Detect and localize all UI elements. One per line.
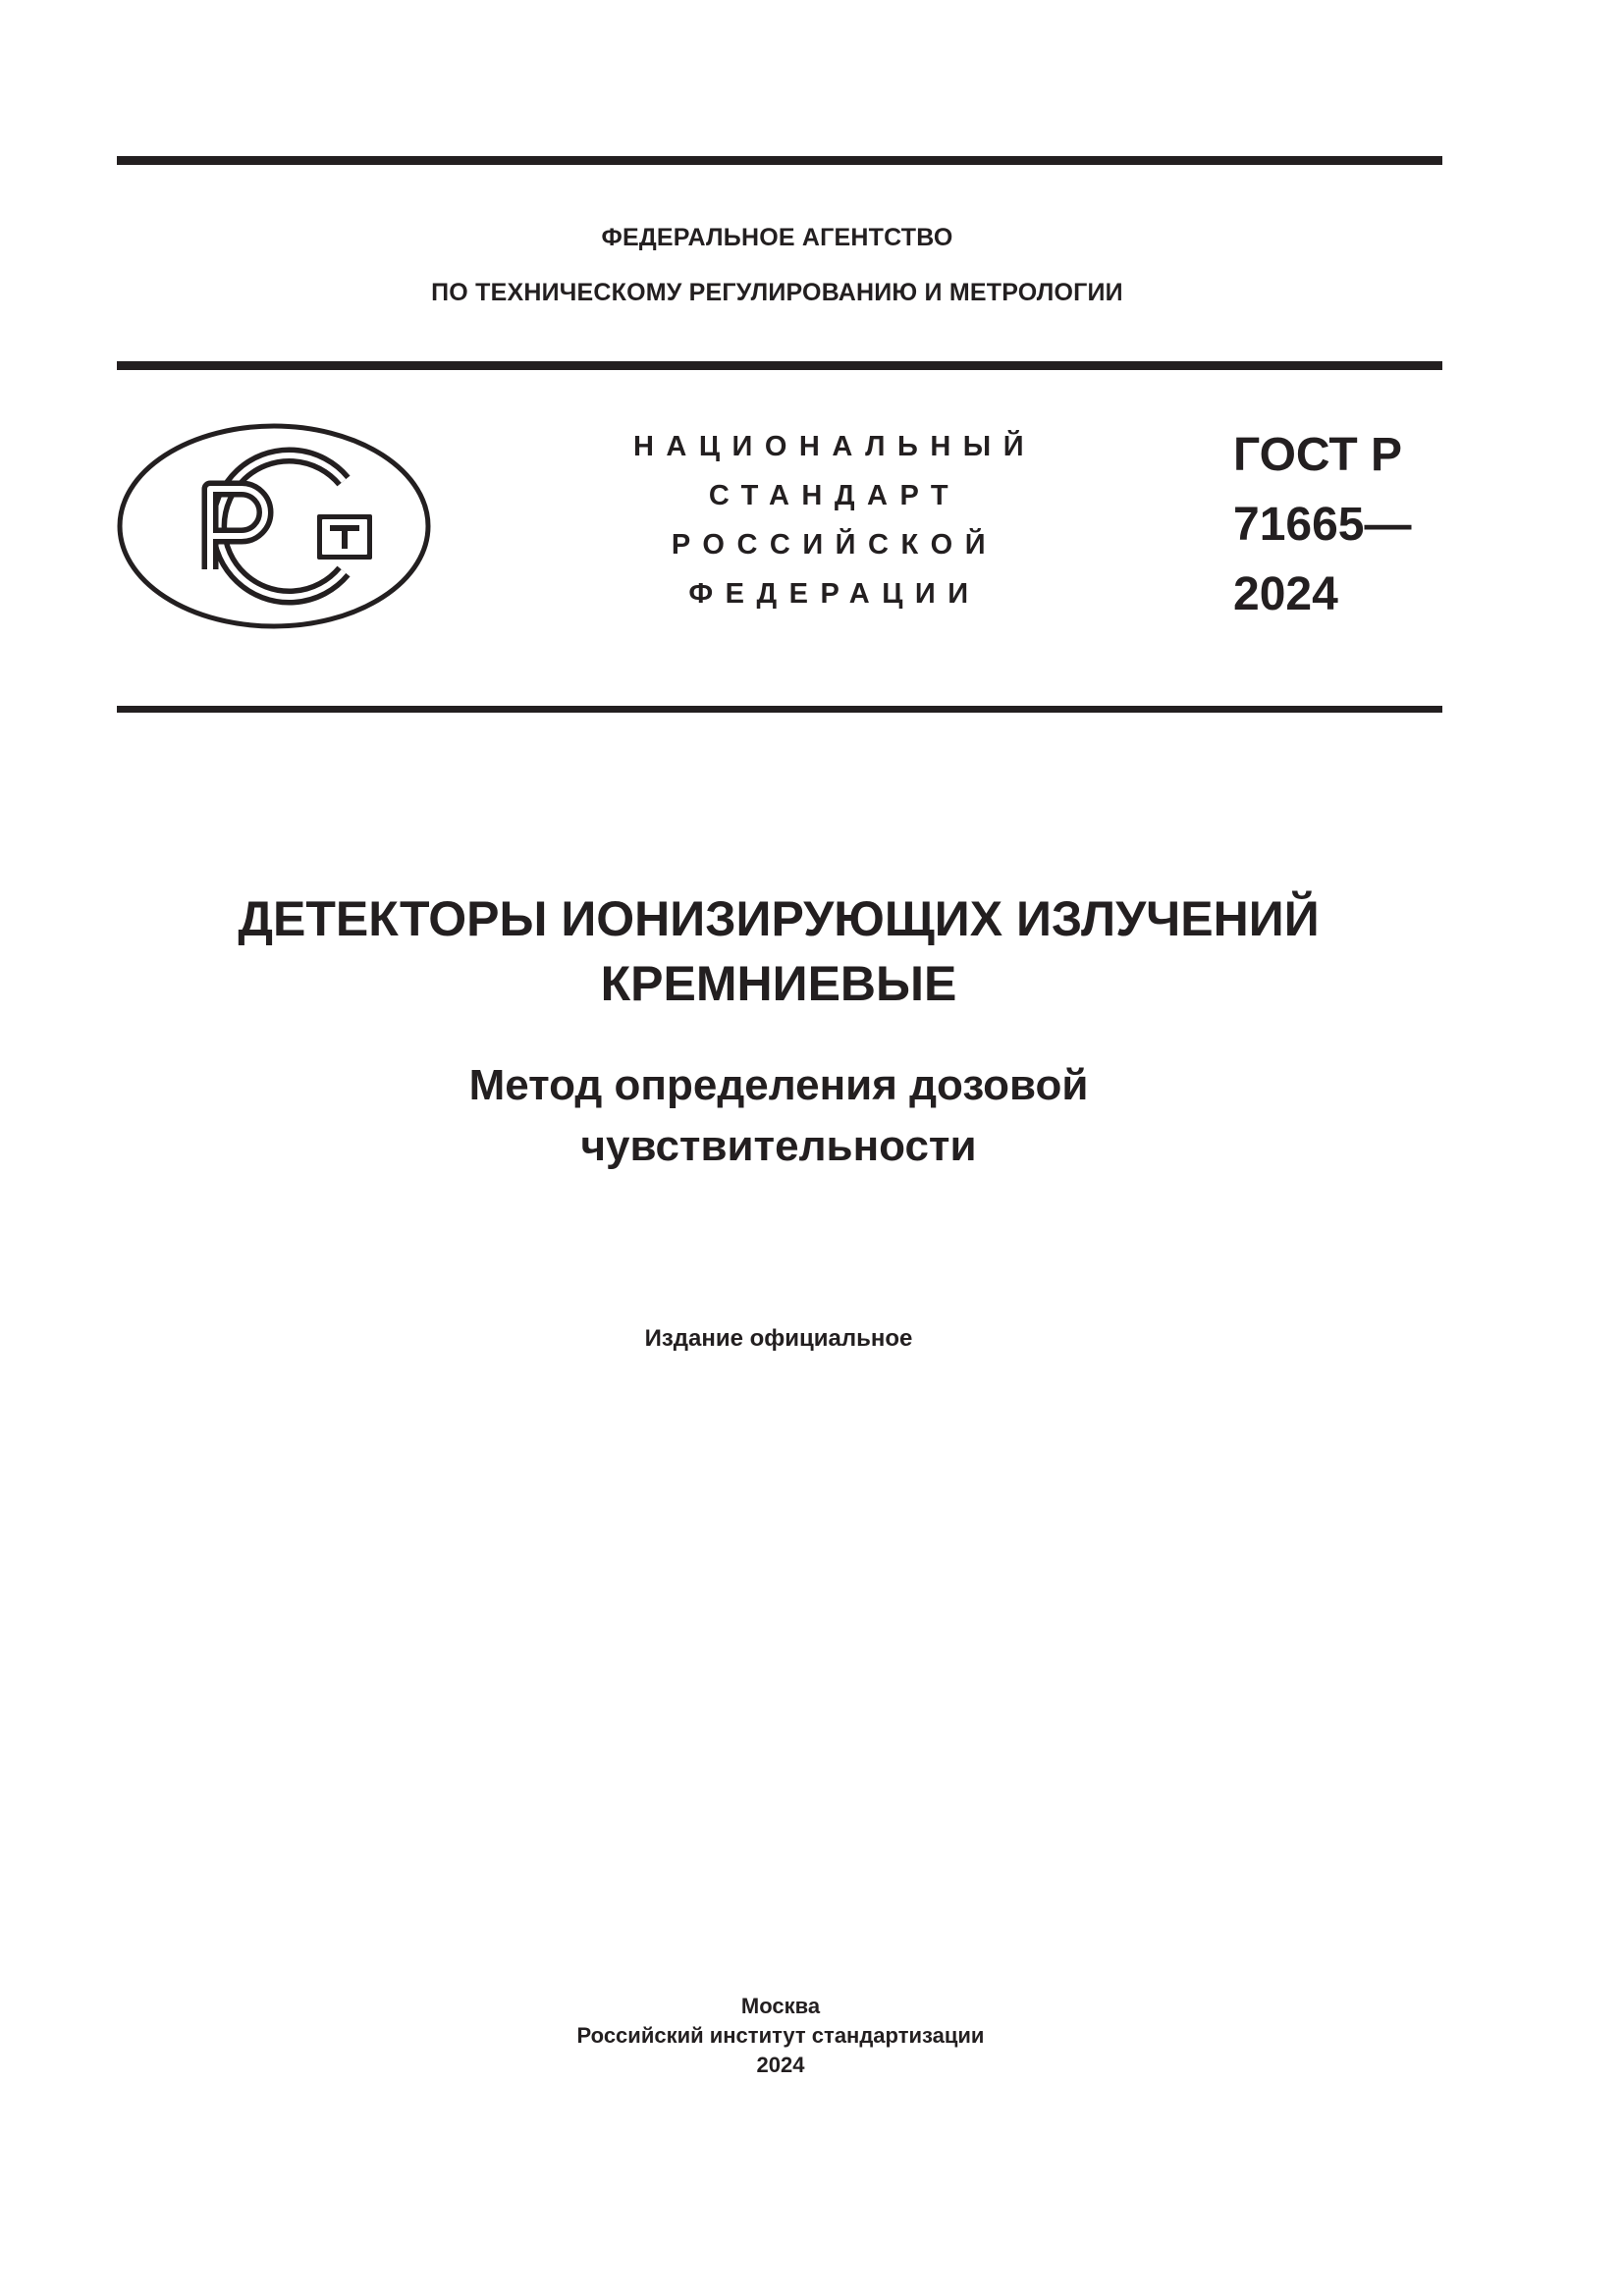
- designation-line: 71665—: [1233, 499, 1412, 551]
- standard-rule: [117, 706, 1442, 713]
- agency-line-1: ФЕДЕРАЛЬНОЕ АГЕНТСТВО: [601, 224, 953, 251]
- national-line: РОССИЙСКОЙ: [671, 529, 999, 561]
- top-rule: [117, 156, 1442, 165]
- agency-line-2: ПО ТЕХНИЧЕСКОМУ РЕГУЛИРОВАНИЮ И МЕТРОЛОГИИ: [431, 279, 1123, 306]
- national-line: СТАНДАРТ: [708, 480, 961, 511]
- rst-certification-mark-icon: [116, 422, 432, 630]
- document-subtitle-line-2: чувствительности: [580, 1122, 977, 1170]
- imprint-city: Москва: [740, 1994, 821, 2018]
- designation-line: 2024: [1233, 568, 1338, 620]
- document-title-line-1: ДЕТЕКТОРЫ ИОНИЗИРУЮЩИХ ИЗЛУЧЕНИЙ: [238, 891, 1320, 946]
- header-rule: [117, 361, 1442, 370]
- standard-designation: [1233, 420, 1411, 629]
- imprint-year: 2024: [756, 2053, 805, 2077]
- imprint-publisher: Российский институт стандартизации: [576, 2023, 985, 2048]
- national-line: ФЕДЕРАЦИИ: [688, 578, 981, 610]
- edition-label: Издание официальное: [644, 1325, 913, 1352]
- national-line: НАЦИОНАЛЬНЫЙ: [632, 431, 1037, 462]
- designation-line: ГОСТ Р: [1233, 429, 1403, 481]
- document-subtitle-line-1: Метод определения дозовой: [468, 1061, 1089, 1109]
- document-title-line-2: КРЕМНИЕВЫЕ: [600, 956, 957, 1011]
- national-standard-label: [599, 422, 1070, 618]
